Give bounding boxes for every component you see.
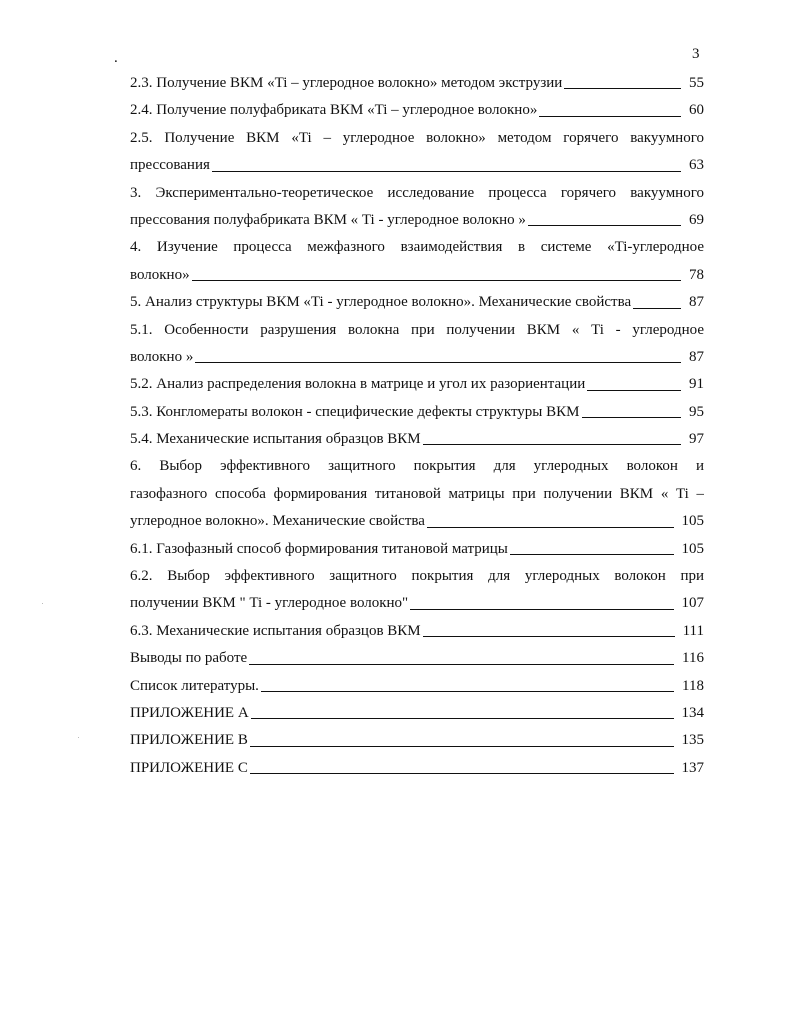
toc-entry-line bbox=[130, 700, 704, 727]
scan-speck bbox=[42, 603, 43, 604]
toc-page-number: 111 bbox=[682, 622, 704, 639]
toc-entry-line bbox=[130, 590, 704, 617]
toc-entry-line bbox=[130, 536, 704, 563]
toc-entry-line bbox=[130, 97, 704, 124]
toc-page-number: 87 bbox=[689, 294, 704, 311]
toc-entry-line bbox=[130, 152, 704, 179]
toc-page-number: 134 bbox=[681, 704, 704, 721]
toc-entry-line bbox=[130, 508, 704, 535]
toc-entry-text-line: 6.2. Выбор эффективного защитного покрытия для углеродных волокон при bbox=[130, 568, 704, 585]
leader-line bbox=[427, 527, 674, 528]
toc-entry-title: 5. Анализ структуры ВКМ «Ti - углеродное волокно». Механические свойства bbox=[130, 294, 632, 311]
toc-entry bbox=[130, 426, 704, 453]
toc-entry-line bbox=[130, 262, 704, 289]
toc-page-number: 105 bbox=[681, 513, 704, 530]
scan-speck bbox=[78, 737, 79, 738]
toc-entry-line bbox=[130, 426, 704, 453]
leader-line bbox=[249, 664, 674, 665]
toc-entry bbox=[130, 536, 704, 563]
leader-line bbox=[510, 554, 674, 555]
table-of-contents bbox=[130, 70, 704, 782]
toc-entry-title: ПРИЛОЖЕНИЕ А bbox=[130, 704, 249, 721]
toc-entry-title: 2.3. Получение ВКМ «Ti – углеродное волокно» методом экструзии bbox=[130, 75, 563, 91]
toc-entry-line bbox=[130, 618, 704, 645]
toc-page-number: 95 bbox=[689, 403, 704, 420]
leader-line bbox=[423, 444, 681, 445]
toc-entry-title: ПРИЛОЖЕНИЕ С bbox=[130, 759, 248, 776]
toc-entry-title: Список литературы. bbox=[130, 677, 259, 694]
toc-entry-line bbox=[130, 70, 704, 97]
toc-entry bbox=[130, 618, 704, 645]
toc-entry bbox=[130, 97, 704, 124]
toc-entry-title: 5.3. Конгломераты волокон - специфические дефекты структуры ВКМ bbox=[130, 403, 580, 420]
toc-page-number: 116 bbox=[682, 650, 704, 667]
toc-entry-line bbox=[130, 289, 704, 316]
leader-line bbox=[423, 636, 675, 637]
toc-entry-title: 5.4. Механические испытания образцов ВКМ bbox=[130, 431, 421, 448]
leader-line bbox=[192, 280, 681, 281]
toc-entry-line bbox=[130, 399, 704, 426]
toc-page-number: 105 bbox=[681, 540, 704, 557]
toc-entry bbox=[130, 317, 704, 372]
toc-entry bbox=[130, 700, 704, 727]
toc-entry-title: прессования полуфабриката ВКМ « Ti - углеродное волокно » bbox=[130, 211, 526, 228]
toc-page-number: 60 bbox=[689, 102, 704, 119]
toc-page-number: 135 bbox=[681, 732, 704, 749]
toc-entry-title: получении ВКМ " Ti - углеродное волокно" bbox=[130, 595, 409, 612]
toc-page-number: 91 bbox=[689, 376, 704, 393]
toc-entry-line bbox=[130, 755, 704, 782]
toc-page-number: 55 bbox=[689, 75, 704, 91]
toc-entry-title: волокно » bbox=[130, 348, 194, 365]
leader-line bbox=[195, 362, 681, 363]
toc-entry bbox=[130, 399, 704, 426]
page-number: 3 bbox=[692, 46, 700, 62]
toc-page-number: 63 bbox=[689, 157, 704, 174]
toc-entry bbox=[130, 70, 704, 97]
toc-entry bbox=[130, 755, 704, 782]
page-mark: . bbox=[114, 50, 118, 66]
toc-entry bbox=[130, 453, 704, 535]
toc-entry bbox=[130, 289, 704, 316]
toc-entry bbox=[130, 180, 704, 235]
toc-entry-line bbox=[130, 207, 704, 234]
toc-entry-title: Выводы по работе bbox=[130, 650, 248, 667]
leader-line bbox=[528, 225, 681, 226]
toc-page-number: 69 bbox=[689, 211, 704, 228]
toc-entry-line bbox=[130, 344, 704, 371]
toc-entry-line bbox=[130, 727, 704, 754]
toc-entry-title: 2.4. Получение полуфабриката ВКМ «Ti – углеродное волокно» bbox=[130, 102, 538, 119]
toc-page-number: 97 bbox=[689, 431, 704, 448]
toc-entry-line bbox=[130, 371, 704, 398]
toc-entry bbox=[130, 727, 704, 754]
leader-line bbox=[582, 417, 682, 418]
leader-line bbox=[212, 171, 681, 172]
toc-page-number: 87 bbox=[689, 348, 704, 365]
toc-entry bbox=[130, 234, 704, 289]
leader-line bbox=[251, 718, 674, 719]
toc-entry bbox=[130, 125, 704, 180]
toc-entry bbox=[130, 371, 704, 398]
toc-entry-title: 5.2. Анализ распределения волокна в матрице и угол их разориентации bbox=[130, 376, 586, 393]
toc-entry-title: волокно» bbox=[130, 266, 190, 283]
leader-line bbox=[410, 609, 673, 610]
toc-entry-text-line: 3. Экспериментально-теоретическое исследование процесса горячего вакуумного bbox=[130, 184, 704, 201]
toc-entry-title: 6.1. Газофазный способ формирования титановой матрицы bbox=[130, 540, 508, 557]
toc-page-number: 118 bbox=[682, 677, 704, 694]
toc-page-number: 137 bbox=[681, 759, 704, 776]
toc-entry-title: 6.3. Механические испытания образцов ВКМ bbox=[130, 622, 421, 639]
leader-line bbox=[261, 691, 674, 692]
toc-entry-text-line: 4. Изучение процесса межфазного взаимодействия в системе «Ti-углеродное bbox=[130, 239, 704, 256]
leader-line bbox=[250, 746, 674, 747]
leader-line bbox=[539, 116, 681, 117]
leader-line bbox=[633, 308, 681, 309]
toc-entry-line bbox=[130, 673, 704, 700]
leader-line bbox=[587, 390, 681, 391]
toc-entry bbox=[130, 673, 704, 700]
toc-page-number: 78 bbox=[689, 266, 704, 283]
toc-entry-text-line: газофазного способа формирования титановой матрицы при получении ВКМ « Ti – bbox=[130, 485, 704, 502]
toc-entry-text-line: 2.5. Получение ВКМ «Ti – углеродное волокно» методом горячего вакуумного bbox=[130, 129, 704, 146]
leader-line bbox=[564, 88, 681, 89]
toc-entry bbox=[130, 645, 704, 672]
toc-entry-line bbox=[130, 645, 704, 672]
toc-entry bbox=[130, 563, 704, 618]
leader-line bbox=[250, 773, 674, 774]
toc-entry-title: прессования bbox=[130, 157, 210, 174]
toc-entry-title: углеродное волокно». Механические свойства bbox=[130, 513, 425, 530]
toc-entry-title: ПРИЛОЖЕНИЕ В bbox=[130, 732, 248, 749]
toc-entry-text-line: 6. Выбор эффективного защитного покрытия для углеродных волокон и bbox=[130, 458, 704, 475]
toc-page-number: 107 bbox=[681, 595, 704, 612]
toc-entry-text-line: 5.1. Особенности разрушения волокна при получении ВКМ « Ti - углеродное bbox=[130, 321, 704, 338]
